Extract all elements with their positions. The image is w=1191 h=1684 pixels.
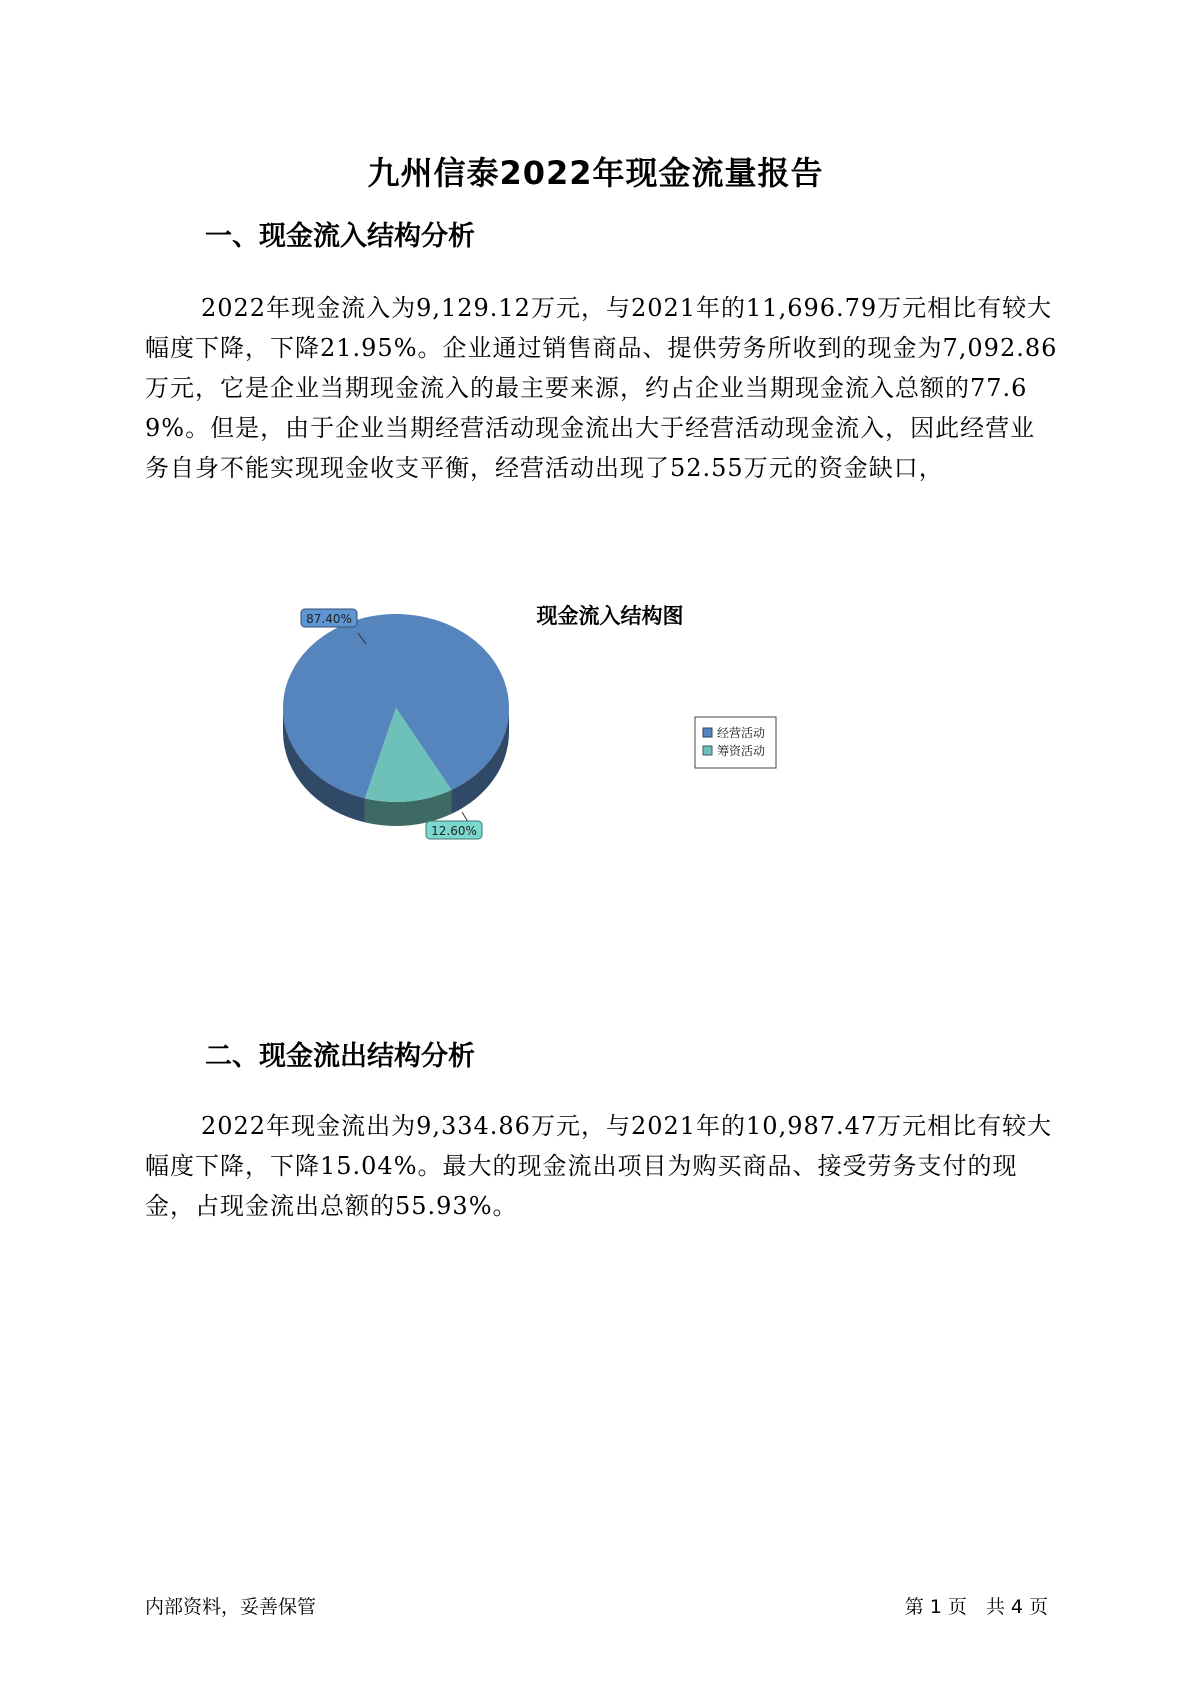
section-heading-inflow: 一、现金流入结构分析 [205,221,475,252]
paragraph-inflow: 2022年现金流入为9,129.12万元，与2021年的11,696.79万元相比有较大幅度下降，下降21.95%。企业通过销售商品、提供劳务所收到的现金为7,092.86万元，它是企业当期现金流入的最主要来源，约占企业当期现金流入总额的77.69%。但是，由于企业当期经营活动现金流出大于经营活动现金流入，因此经营业务自身不能实现现金收支平衡，经营活动出现了52.55万元的资金缺口， [145,294,1058,482]
page-title: 九州信泰2022年现金流量报告 [367,154,824,192]
legend-label-1: 筹资活动 [717,744,766,758]
section-heading-outflow: 二、现金流出结构分析 [205,1041,475,1072]
inflow-pie-chart [270,590,890,920]
chart-canvas [270,590,890,920]
data-label-0: 87.40% [306,612,352,626]
page-current: 1 [929,1596,942,1618]
page-suffix: 页 [1028,1596,1048,1618]
page-total: 4 [1010,1596,1023,1618]
legend-label-0: 经营活动 [717,726,766,740]
footer-confidential-note: 内部资料，妥善保管 [145,1596,317,1618]
page-number [902,1592,1051,1619]
data-label-1: 12.60% [431,824,477,838]
page-prefix: 第 [904,1596,924,1618]
paragraph-outflow: 2022年现金流出为9,334.86万元，与2021年的10,987.47万元相比有较大幅度下降，下降15.04%。最大的现金流出项目为购买商品、接受劳务支付的现金，占现金流出总额的55.93%。 [145,1112,1053,1220]
legend-box [695,717,776,768]
chart-title: 现金流入结构图 [536,604,684,628]
page-mid: 页 共 [947,1596,1005,1618]
legend-swatch-1 [703,746,712,755]
legend-swatch-0 [703,728,712,737]
